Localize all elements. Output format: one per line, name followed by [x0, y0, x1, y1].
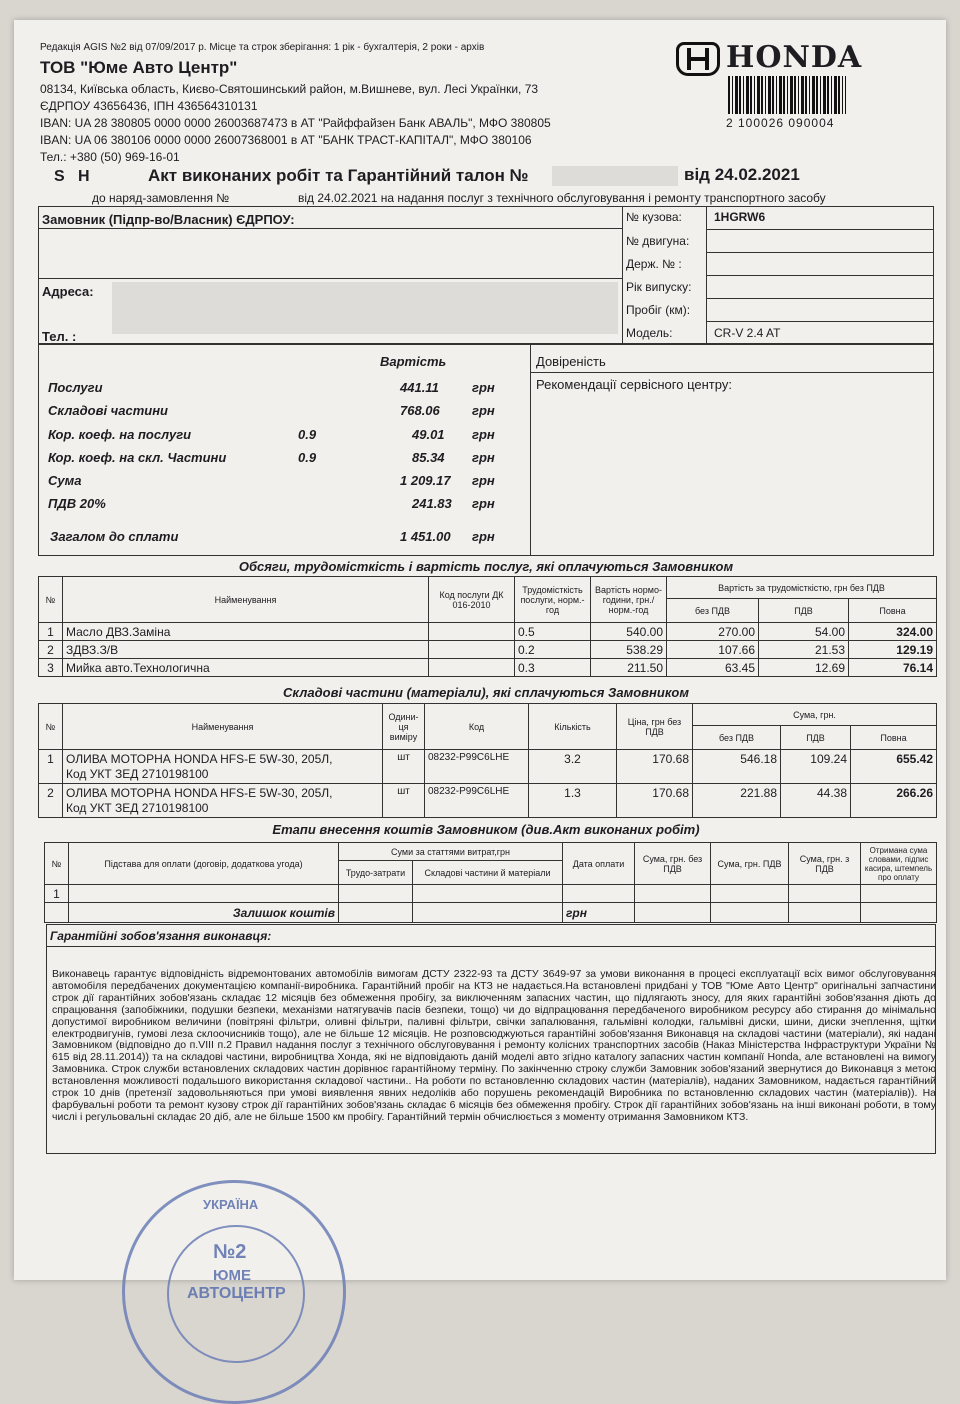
sh-marker: S H	[54, 168, 90, 185]
cost-row-label: Послуги	[48, 380, 103, 395]
table-row	[39, 784, 937, 818]
col-labor: Трудо-затрати	[339, 861, 413, 885]
cell-n: 1	[45, 885, 69, 903]
cell-total: 266.26	[851, 784, 937, 818]
cost-row-value: 85.34	[412, 450, 445, 465]
document-sheet	[14, 20, 946, 1302]
cell-code: 08232-P99C6LHE	[425, 784, 529, 818]
balance-unit: грн	[563, 903, 635, 923]
cost-row-label: Складові частини	[48, 403, 169, 418]
brand-name: HONDA	[726, 40, 863, 75]
cell-code	[429, 641, 515, 659]
col-total: Повна	[849, 599, 937, 623]
cell-n: 2	[39, 641, 63, 659]
plate-label: Держ. № :	[626, 257, 682, 271]
cell-rate: 540.00	[591, 623, 667, 641]
recommend-label: Рекомендації сервісного центру:	[536, 377, 732, 392]
col-name: Найменування	[63, 704, 383, 750]
cell-code	[429, 659, 515, 677]
cell-vat: 21.53	[759, 641, 849, 659]
part-name-line1: ОЛИВА МОТОРНА HONDA HFS-E 5W-30, 205Л,	[66, 751, 333, 766]
cost-row-unit: грн	[472, 380, 495, 395]
cost-row-value: 768.06	[400, 403, 440, 418]
cost-row-label: Кор. коеф. на скл. Частини	[48, 450, 227, 465]
col-vat: ПДВ	[759, 599, 849, 623]
cell-net: 270.00	[667, 623, 759, 641]
col-basis: Підстава для оплати (договір, додаткова угода)	[69, 843, 339, 885]
col-sum-group: Сума, грн.	[693, 704, 937, 726]
balance-row	[45, 903, 937, 923]
col-qty: Кількість	[529, 704, 617, 750]
barcode	[728, 76, 846, 114]
table-row	[39, 623, 937, 641]
barcode-number: 2 100026 090004	[726, 116, 835, 130]
redacted-number	[552, 166, 678, 186]
cost-title: Вартість	[380, 354, 447, 369]
cell-qty: 1.3	[529, 784, 617, 818]
col-rate: Вартість нормо-години, грн./норм.-год	[591, 577, 667, 623]
cell-name	[63, 750, 383, 784]
cost-row-unit: грн	[472, 473, 495, 488]
col-name: Найменування	[63, 577, 429, 623]
col-sum-net: Сума, грн. без ПДВ	[635, 843, 711, 885]
col-n: №	[45, 843, 69, 885]
cell-n: 1	[39, 750, 63, 784]
honda-logo-icon	[676, 42, 720, 76]
company-codes: ЄДРПОУ 43656436, ІПН 436564310131	[40, 99, 258, 113]
parts-title: Складові частини (матеріали), які сплачуються Замовником	[283, 685, 689, 700]
cell-total: 76.14	[849, 659, 937, 677]
col-sums-group: Суми за статтями витрат,грн	[339, 843, 563, 861]
col-vat: ПДВ	[781, 726, 851, 750]
col-n: №	[39, 577, 63, 623]
cell-vat: 12.69	[759, 659, 849, 677]
cell-labor: 0.3	[515, 659, 591, 677]
warranty-title: Гарантійні зобов'язання виконавця:	[50, 929, 272, 943]
col-date: Дата оплати	[563, 843, 635, 885]
phone-label: Тел. :	[42, 329, 77, 344]
mileage-label: Пробіг (км):	[626, 303, 691, 317]
col-unit: Одини-ця виміру	[383, 704, 425, 750]
cost-row-unit: грн	[472, 403, 495, 418]
col-code: Код	[425, 704, 529, 750]
body-no-label: № кузова:	[626, 210, 682, 224]
stamp-ring-text: УКРАЇНА	[203, 1197, 259, 1212]
cell-code	[429, 623, 515, 641]
col-net: без ПДВ	[693, 726, 781, 750]
cost-row-unit: грн	[472, 450, 495, 465]
cell-code: 08232-P99C6LHE	[425, 750, 529, 784]
col-received: Отримана сума словами, підпис касира, штемпель про оплату	[861, 843, 937, 885]
cost-row-unit: грн	[472, 427, 495, 442]
cost-row-value: 1 209.17	[400, 473, 451, 488]
payments-title: Етапи внесення коштів Замовником (див.Акт виконаних робіт)	[272, 822, 700, 837]
col-sum-total: Сума, грн. з ПДВ	[789, 843, 861, 885]
company-iban2: IBAN: UA 06 380106 0000 0000 26007368001 в АТ "БАНК ТРАСТ-КАПІТАЛ", МФО 380106	[40, 133, 532, 147]
col-n: №	[39, 704, 63, 750]
cell-unit: шт	[383, 750, 425, 784]
cell-labor: 0.2	[515, 641, 591, 659]
cost-row-unit: грн	[472, 496, 495, 511]
balance-label: Залишок коштів	[69, 903, 339, 923]
services-table	[38, 576, 937, 677]
total-value: 1 451.00	[400, 529, 451, 544]
cost-row-value: 441.11	[400, 380, 439, 395]
company-address: 08134, Київська область, Києво-Святошинський район, м.Вишневе, вул. Лесі Українки, 73	[40, 82, 539, 96]
cell-rate: 211.50	[591, 659, 667, 677]
table-row	[39, 659, 937, 677]
table-row	[39, 750, 937, 784]
cost-row-value: 241.83	[412, 496, 452, 511]
cell-net: 107.66	[667, 641, 759, 659]
col-price: Ціна, грн без ПДВ	[617, 704, 693, 750]
payments-table	[44, 842, 937, 923]
cell-unit: шт	[383, 784, 425, 818]
col-total: Повна	[851, 726, 937, 750]
cell-name: Масло ДВЗ.Заміна	[63, 623, 429, 641]
cell-total: 324.00	[849, 623, 937, 641]
cost-row-coef: 0.9	[298, 427, 317, 442]
body-no-value: 1HGRW6	[714, 210, 766, 224]
table-row	[39, 641, 937, 659]
cost-row-label: ПДВ 20%	[48, 496, 106, 511]
total-unit: грн	[472, 529, 495, 544]
parts-table	[38, 703, 937, 818]
model-label: Модель:	[626, 326, 673, 340]
stamp-line1: ЮМЕ	[213, 1267, 251, 1284]
cell-net: 63.45	[667, 659, 759, 677]
company-stamp	[122, 1180, 346, 1404]
cell-n: 2	[39, 784, 63, 818]
cell-name: ЗДВЗ.З/В	[63, 641, 429, 659]
col-labor: Трудомісткість послуги, норм.-год	[515, 577, 591, 623]
cost-row-label: Сума	[48, 473, 82, 488]
col-cost-group: Вартість за трудомісткістю, грн без ПДВ	[667, 577, 937, 599]
services-title: Обсяги, трудомісткість і вартість послуг, які оплачуються Замовником	[238, 559, 734, 574]
col-materials: Складові частини й матеріали	[413, 861, 563, 885]
cell-total: 655.42	[851, 750, 937, 784]
warranty-text: Виконавець гарантує відповідність відремонтованих автомобілів вимогам ДСТУ 2322-93 та ДСТУ 3649-97 за умови виконання в процесі експлуатації всіх вимог обслуговування автомобіля передбачених документацією компанії-виробника. Гарантійний пробіг на КТЗ не надається.На встановлені придбані у ТОВ "Юме Авто Центр" оригінальні запчастини строк дії гарантійних зобов'язань складає 12 місяців без обмеження пробігу, за виключенням запасних частин, що підлягають зносу, для яких гарантійні зобов'язання діють до спрацювання (запобіжники, подушки безпеки, механізми натягувачів пасів безпеки, тощо) чи до відпрацювання передбаченого виробником ресурсу або стирання до мінімально допустимої виробником величини (повітряні фільтри, оливні фільтри, паливні фільтри, свічки запалювання, гальмівні колодки, гальмівні диски, шини, диски зчеплення, щітки електродвигунів, гумові леза склоочисників тощо), але не більше 12 місяців. Не розповсюджуються гарантійні зобов'язання Виконавця на складові частини (матеріали), які надані Замовником (відповідно до п.VIII п.2 Правил надання послуг з технічного обслуговування і ремонту колісних транспортних засобів (Наказ Міністерства Інфраструктури України № 615 від 28.11.2014)) та на складові частини, виробництва Хонда, які не відповідають даній моделі авто згідно каталогу запасних частин компанії Honda, але встановлені на вимогу Замовника. Строк служби встановлених складових частин дорівнює гарантійному терміну. По закінченню строку служби Замовник зобов'язаний звернутися до Виконавця з метою встановлення можливості подальшого використання складової частини.. На роботи по встановленню складових частин (матеріалів), наданих Замовником, надається гарантійний строк 10 днів (претензії задовольняються при умові виявлення явних недоліків або порушень рекомендацій Виробника по встановленню складових частин (матеріалів)). На фарбувальні роботи та ремонт кузову строк дії гарантійних зобов'язань складає 6 місяців без обмеження пробігу. Строк дії гарантійних зобов'язань на інші виконані роботи, в тому числі і регульовальні складає 20 діб, але не більше 1500 км пробігу. Гарантійний термін обчислюється з моменту отримання Замовником КТЗ.	[52, 968, 936, 1123]
col-net: без ПДВ	[667, 599, 759, 623]
engine-label: № двигуна:	[626, 234, 690, 248]
cell-vat: 109.24	[781, 750, 851, 784]
col-sum-vat: Сума, грн. ПДВ	[711, 843, 789, 885]
cell-n: 1	[39, 623, 63, 641]
model-value: CR-V 2.4 AT	[714, 326, 781, 340]
total-label: Загалом до сплати	[50, 529, 179, 544]
cell-qty: 3.2	[529, 750, 617, 784]
company-iban1: IBAN: UA 28 380805 0000 0000 26003687473 в АТ "Райффайзен Банк АВАЛЬ", МФО 380805	[40, 116, 551, 130]
company-name: ТОВ "Юме Авто Центр"	[40, 58, 238, 77]
edition-note: Редакція AGIS №2 від 07/09/2017 р. Місце та строк зберігання: 1 рік - бухгалтерія, 2 роки - архів	[40, 42, 485, 53]
stamp-number: №2	[213, 1241, 247, 1263]
col-code: Код послуги ДК 016-2010	[429, 577, 515, 623]
document-date: від 24.02.2021	[684, 165, 800, 184]
order-label: до наряд-замовлення №	[92, 191, 230, 205]
customer-label: Замовник (Підпр-во/Власник) ЄДРПОУ:	[42, 212, 295, 227]
part-name-line2: Код УКТ ЗЕД 2710198100	[66, 800, 209, 815]
cell-vat: 44.38	[781, 784, 851, 818]
cell-name: Мийка авто.Технологична	[63, 659, 429, 677]
cell-net: 546.18	[693, 750, 781, 784]
cell-price: 170.68	[617, 784, 693, 818]
cost-row-value: 49.01	[412, 427, 445, 442]
cell-rate: 538.29	[591, 641, 667, 659]
cost-row-label: Кор. коеф. на послуги	[48, 427, 192, 442]
cell-price: 170.68	[617, 750, 693, 784]
part-name-line2: Код УКТ ЗЕД 2710198100	[66, 766, 209, 781]
company-phone: Тел.: +380 (50) 969-16-01	[40, 150, 180, 164]
table-row	[45, 885, 937, 903]
cell-n: 3	[39, 659, 63, 677]
cell-net: 221.88	[693, 784, 781, 818]
trust-label: Довіреність	[536, 354, 606, 369]
cell-labor: 0.5	[515, 623, 591, 641]
cell-vat: 54.00	[759, 623, 849, 641]
year-label: Рік випуску:	[626, 280, 692, 294]
part-name-line1: ОЛИВА МОТОРНА HONDA HFS-E 5W-30, 205Л,	[66, 785, 333, 800]
cell-total: 129.19	[849, 641, 937, 659]
cost-row-coef: 0.9	[298, 450, 317, 465]
document-title: Акт виконаних робіт та Гарантійний талон №	[148, 166, 529, 185]
cell-name	[63, 784, 383, 818]
stamp-line2: АВТОЦЕНТР	[187, 1285, 286, 1302]
address-label: Адреса:	[42, 284, 94, 299]
order-text: від 24.02.2021 на надання послуг з технічного обслуговування і ремонту транспортного засобу	[298, 191, 826, 205]
